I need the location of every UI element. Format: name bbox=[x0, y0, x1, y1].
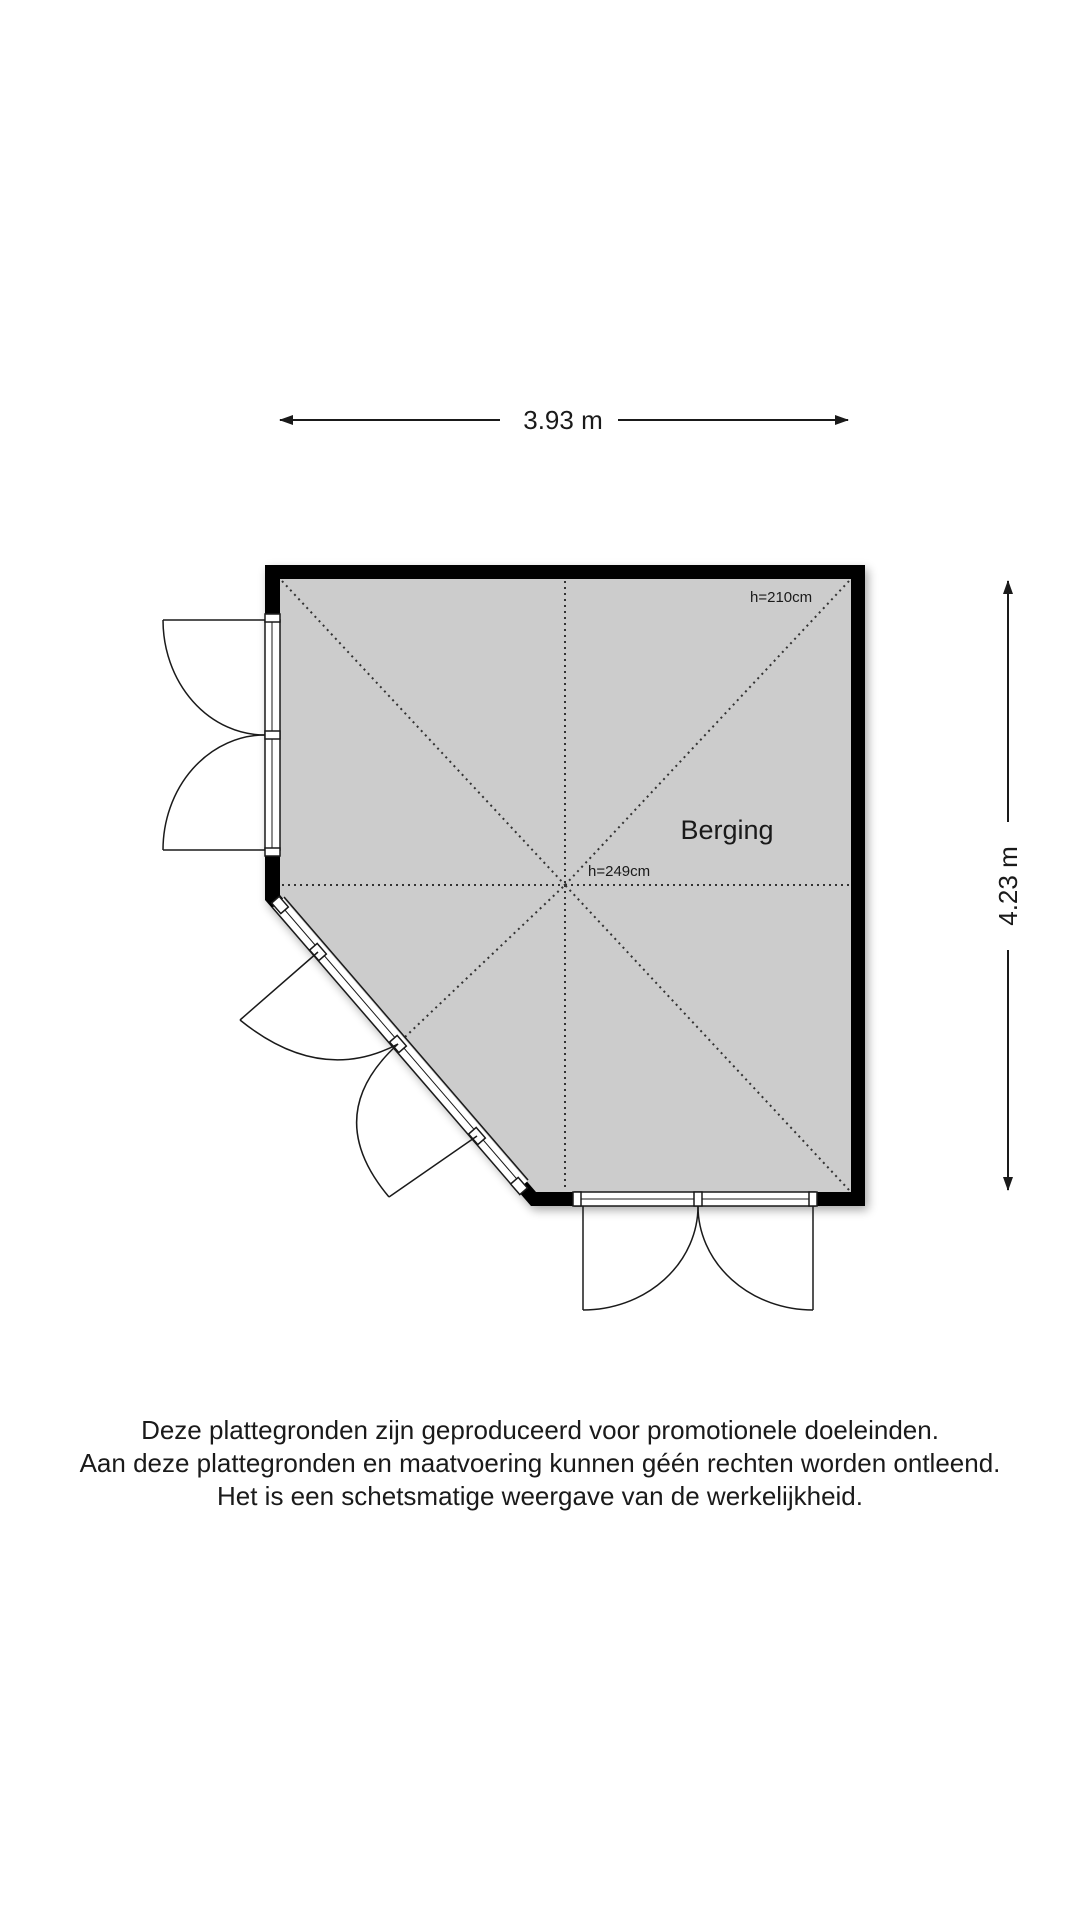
width-dimension bbox=[280, 405, 848, 435]
west-door-swing-2 bbox=[163, 735, 265, 850]
height-label: 4.23 m bbox=[993, 846, 1023, 926]
south-double-door bbox=[573, 1192, 817, 1310]
disclaimer-line-3: Het is een schetsmatige weergave van de werkelijkheid. bbox=[216, 1481, 863, 1511]
west-double-door bbox=[163, 614, 280, 856]
south-door-swing-2 bbox=[698, 1206, 813, 1310]
west-door-swing-1 bbox=[163, 620, 265, 735]
disclaimer-line-1: Deze plattegronden zijn geproduceerd voor promotionele doeleinden. bbox=[141, 1415, 939, 1445]
height-dimension bbox=[993, 581, 1023, 1190]
sw-door-leaf-1 bbox=[240, 952, 318, 1020]
west-door-jamb-mid bbox=[265, 731, 280, 739]
south-door-jamb-left bbox=[573, 1192, 581, 1206]
sw-door-leaf-2 bbox=[389, 1136, 477, 1197]
south-door-jamb-right bbox=[809, 1192, 817, 1206]
ceiling-height-low: h=210cm bbox=[750, 589, 813, 606]
disclaimer-line-2: Aan deze plattegronden en maatvoering kunnen géén rechten worden ontleend. bbox=[79, 1448, 1001, 1478]
ceiling-height-high: h=249cm bbox=[588, 863, 651, 880]
south-door-swing-1 bbox=[583, 1206, 698, 1310]
room-name: Berging bbox=[680, 815, 774, 845]
west-door-jamb-bottom bbox=[265, 848, 280, 856]
disclaimer bbox=[0, 1414, 1080, 1513]
south-door-jamb-mid bbox=[694, 1192, 702, 1206]
sw-door-swing-2 bbox=[357, 1044, 398, 1197]
west-door-jamb-top bbox=[265, 614, 280, 622]
width-label: 3.93 m bbox=[523, 405, 603, 435]
